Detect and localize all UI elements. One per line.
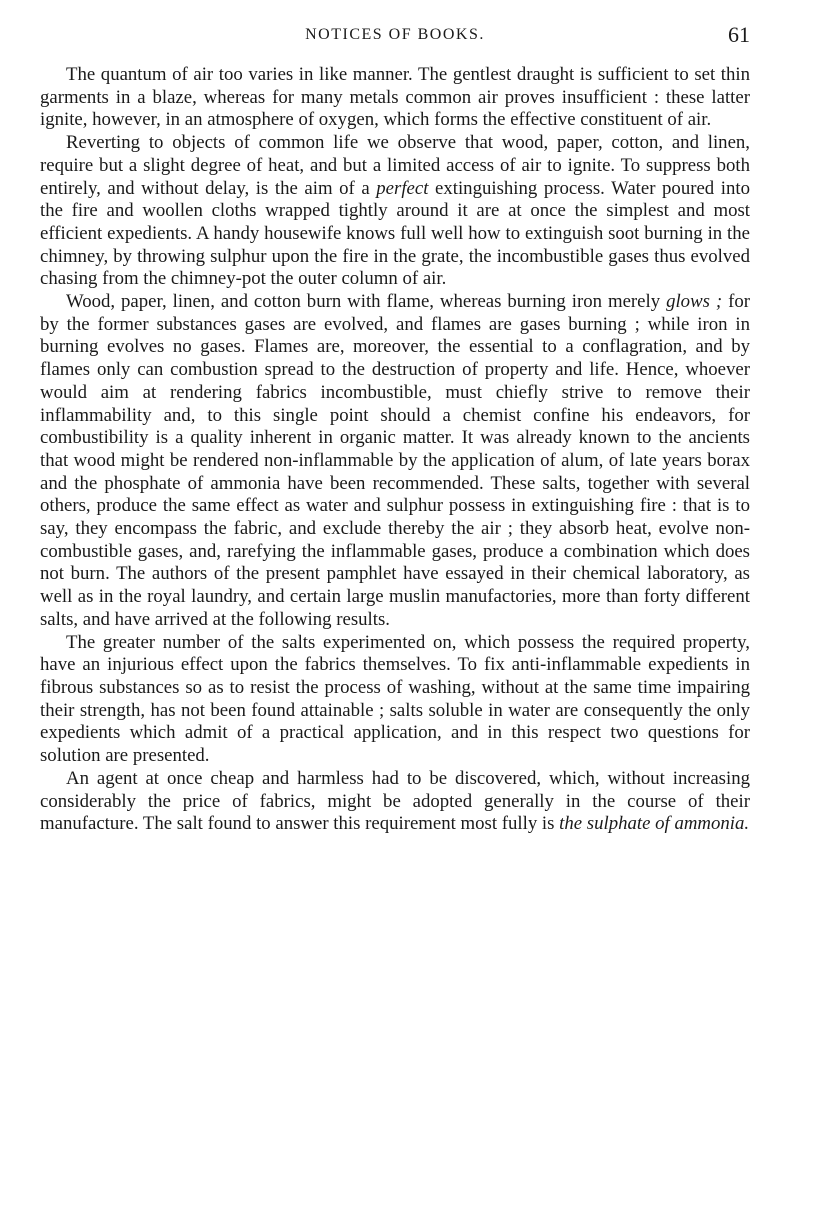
paragraph-text: for by the former substances gases are evolved, and flames are gases burning ; while iron in burning evolves no gases. Flames are, moreover, the essential to a conflagration, and by flames only can combustion spread to the destruction of property and life. Hence, whoever would aim at rendering fabrics incombustible, must chiefly strive to remove their inflammability and, to this single point should a chemist confine his endeavors, for combustibility is a quality inherent in organic matter. It was already known to the ancients that wood might be rendered non-inflammable by the application of alum, of late years borax and the phosphate of ammonia have been recommended. These salts, together with several others, produce the same effect as water and sulphur possess in extinguishing fire : that is to say, they encompass the fabric, and exclude thereby the air ; they absorb heat, evolve non-combustible gases, and, rarefying the inflammable gases, produce a combination which does not burn. The authors of the present pamphlet have essayed in their chemical laboratory, as well as in the royal laundry, and certain large muslin manufactories, more than forty different salts, and have arrived at the following results. [40,291,750,630]
paragraph-text: Wood, paper, linen, and cotton burn with flame, whereas burning iron merely [66,291,667,313]
paragraph-text: extinguishing process. Water poured into the fire and woollen cloths wrapped tightly around it are at once the simplest and most efficient expedients. A handy housewife knows full well how to extinguish soot burning in the chimney, by throwing sulphur upon the fire in the grate, the incombustible gases thus evolved chasing from the chimney-pot the outer column of air. [40,177,750,290]
italic-text: the sulphate of ammonia. [559,813,750,835]
paragraph [40,768,750,836]
page-header [40,22,750,52]
paragraph-text: Reverting to objects of common life we observe that wood, paper, cotton, and linen, require but a slight degree of heat, and but a limited access of air to ignite. To suppress both entirely, and without delay, is the aim of a [40,132,750,199]
running-title: NOTICES OF BOOKS. [305,26,485,43]
paragraph [40,64,750,132]
paragraph [40,291,750,632]
italic-text: perfect [376,177,429,199]
paragraph [40,132,750,291]
body-text [40,64,750,836]
italic-text: glows ; [666,291,723,313]
paragraph-text: The greater number of the salts experimented on, which possess the required property, have an injurious effect upon the fabrics themselves. To fix anti-inflammable expedients in fibrous substances so as to resist the process of washing, without at the same time impairing their strength, has not been found attainable ; salts soluble in water are consequently the only expedients which admit of a practical application, and in this respect two questions for solution are presented. [40,631,750,767]
paragraph [40,632,750,768]
page-number: 61 [728,22,750,47]
paragraph-text: An agent at once cheap and harmless had to be discovered, which, without increasing considerably the price of fabrics, might be adopted generally in the course of their manufacture. The salt found to answer this requirement most fully is [40,767,750,835]
paragraph-text: The quantum of air too varies in like manner. The gentlest draught is sufficient to set thin garments in a blaze, whereas for many metals common air proves insufficient : these latter ignite, however, in an atmosphere of oxygen, which forms the effective constituent of air. [40,64,750,131]
